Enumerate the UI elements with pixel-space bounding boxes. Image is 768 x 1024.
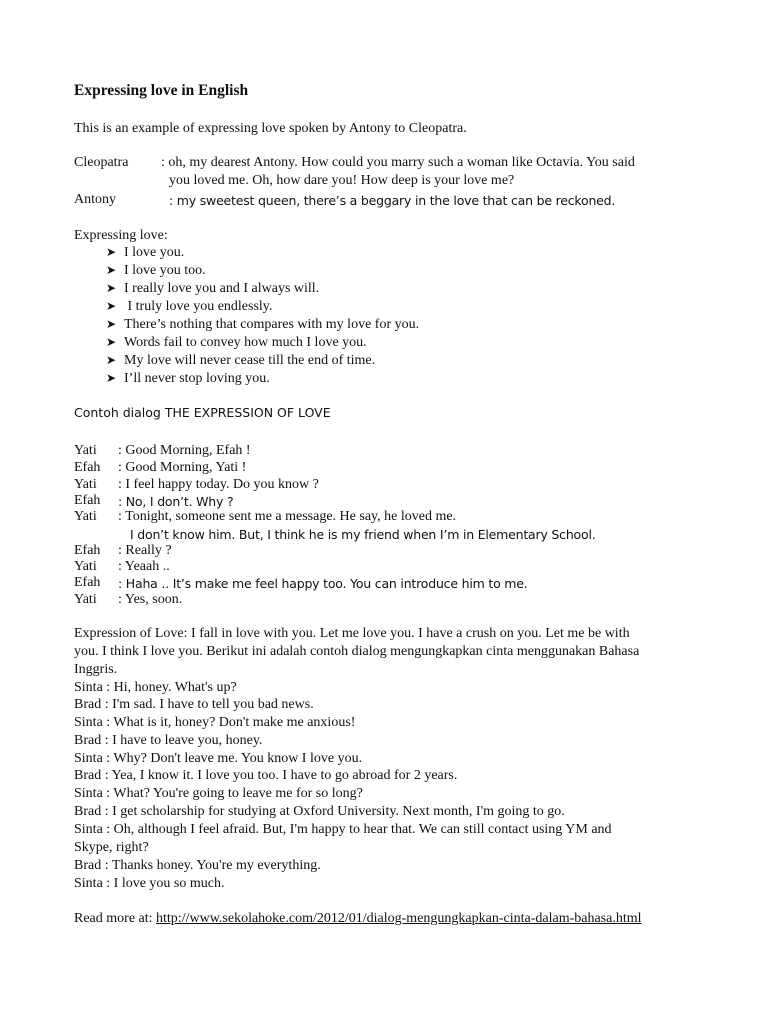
- paragraph-line: Brad : I get scholarship for studying at Oxford University. Next month, I'm going to go.: [74, 804, 565, 819]
- dialog1-line-cont: you loved me. Oh, how dare you! How deep is your love me?: [169, 173, 515, 188]
- speaker: Efah: [74, 575, 101, 590]
- paragraph-line: Sinta : Oh, although I feel afraid. But, I'm happy to hear that. We can still contact using YM and: [74, 822, 612, 837]
- paragraph-line: Sinta : What is it, honey? Don't make me anxious!: [74, 715, 356, 730]
- arrow-bullet-icon: ➤: [106, 353, 117, 367]
- speaker: Yati: [74, 443, 97, 458]
- list-item: ➤ My love will never cease till the end of time.: [106, 353, 376, 368]
- dialog1-line: : my sweetest queen, there’s a beggary in the love that can be reckoned.: [169, 193, 616, 208]
- speaker: Yati: [74, 477, 97, 492]
- speaker: Efah: [74, 460, 101, 475]
- dialog2-line: : No, I don’t. Why ?: [118, 494, 234, 509]
- list-item: ➤ There’s nothing that compares with my love for you.: [106, 317, 420, 332]
- arrow-bullet-icon: ➤: [106, 281, 117, 295]
- document-title: Expressing love in English: [74, 82, 249, 99]
- dialog2-line: : Yeaah ..: [118, 559, 170, 574]
- speaker: Efah: [74, 543, 101, 558]
- paragraph-line: Brad : I'm sad. I have to tell you bad news.: [74, 697, 314, 712]
- paragraph-line: you. I think I love you. Berikut ini adalah contoh dialog mengungkapkan cinta menggunakan Bahasa: [74, 644, 640, 659]
- speaker: Yati: [74, 592, 97, 607]
- dialog2-line-cont: I don’t know him. But, I think he is my friend when I’m in Elementary School.: [130, 527, 596, 542]
- dialog2-line: : I feel happy today. Do you know ?: [118, 477, 319, 492]
- list-item: ➤ I’ll never stop loving you.: [106, 371, 270, 386]
- read-more-label: Read more at:: [74, 911, 157, 926]
- arrow-bullet-icon: ➤: [106, 371, 117, 385]
- arrow-bullet-icon: ➤: [106, 245, 117, 259]
- list-item: ➤ I love you.: [106, 245, 185, 260]
- arrow-bullet-icon: ➤: [106, 335, 117, 349]
- read-more-link[interactable]: http://www.sekolahoke.com/2012/01/dialog-mengungkapkan-cinta-dalam-bahasa.html: [156, 911, 642, 926]
- paragraph-line: Skype, right?: [74, 840, 149, 855]
- paragraph-line: Sinta : What? You're going to leave me for so long?: [74, 786, 363, 801]
- speaker: Yati: [74, 559, 97, 574]
- speaker: Yati: [74, 509, 97, 524]
- dialog2-line: : Good Morning, Efah !: [118, 443, 251, 458]
- expressing-label: Expressing love:: [74, 228, 168, 243]
- dialog2-line: : Tonight, someone sent me a message. He say, he loved me.: [118, 509, 457, 524]
- speaker-cleopatra: Cleopatra: [74, 155, 129, 170]
- paragraph-line: Sinta : Hi, honey. What's up?: [74, 680, 237, 695]
- list-item: ➤ Words fail to convey how much I love you.: [106, 335, 367, 350]
- dialog2-line: : Haha .. It’s make me feel happy too. You can introduce him to me.: [118, 576, 528, 591]
- list-item: ➤ I love you too.: [106, 263, 206, 278]
- arrow-bullet-icon: ➤: [106, 299, 117, 313]
- dialog1-line: : oh, my dearest Antony. How could you marry such a woman like Octavia. You said: [161, 155, 635, 170]
- dialog2-line: : Really ?: [118, 543, 172, 558]
- paragraph-line: Expression of Love: I fall in love with you. Let me love you. I have a crush on you. Let me be with: [74, 626, 630, 641]
- dialog2-line: : Good Morning, Yati !: [118, 460, 247, 475]
- paragraph-line: Sinta : Why? Don't leave me. You know I love you.: [74, 751, 363, 766]
- arrow-bullet-icon: ➤: [106, 317, 117, 331]
- speaker-antony: Antony: [74, 192, 116, 207]
- list-item: ➤ I really love you and I always will.: [106, 281, 320, 296]
- paragraph-line: Brad : I have to leave you, honey.: [74, 733, 263, 748]
- speaker: Efah: [74, 493, 101, 508]
- paragraph-line: Sinta : I love you so much.: [74, 876, 225, 891]
- section-heading: Contoh dialog THE EXPRESSION OF LOVE: [74, 405, 331, 420]
- arrow-bullet-icon: ➤: [106, 263, 117, 277]
- paragraph-line: Brad : Yea, I know it. I love you too. I have to go abroad for 2 years.: [74, 768, 458, 783]
- paragraph-line: Inggris.: [74, 662, 118, 677]
- read-more: [74, 911, 642, 927]
- list-item: ➤ I truly love you endlessly.: [106, 299, 273, 314]
- dialog2-line: : Yes, soon.: [118, 592, 183, 607]
- paragraph-line: Brad : Thanks honey. You're my everything.: [74, 858, 321, 873]
- intro-text: This is an example of expressing love spoken by Antony to Cleopatra.: [74, 121, 467, 136]
